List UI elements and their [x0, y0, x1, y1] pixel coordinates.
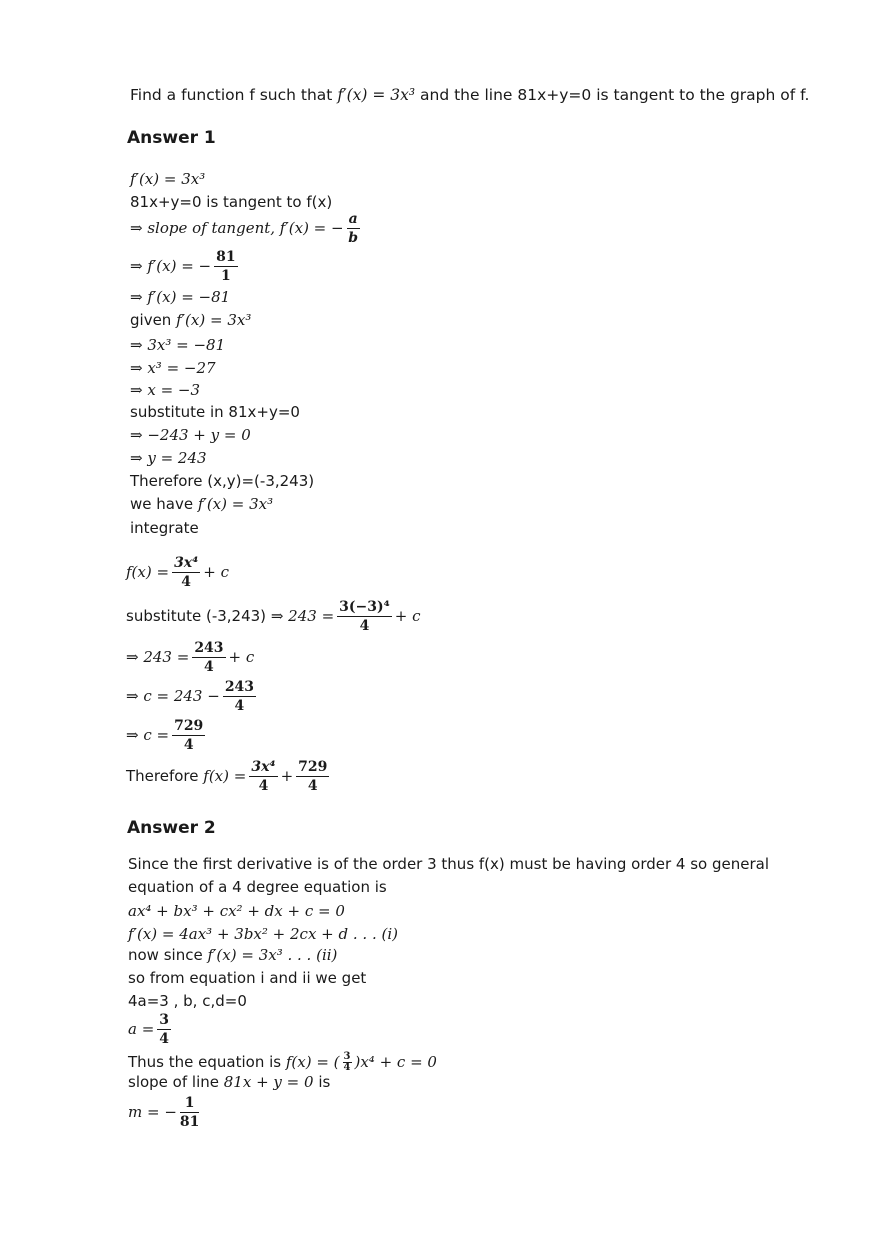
a1-line-19-fraction	[223, 680, 256, 713]
a2-line-11	[128, 1096, 202, 1129]
fraction-denominator: 4	[181, 574, 192, 590]
fraction-denominator: 4	[307, 778, 318, 794]
fraction-denominator: 4	[359, 618, 370, 634]
a1-line-16-rhs: + c	[203, 563, 230, 581]
fraction-denominator: 4	[234, 698, 245, 714]
a1-line-16-lhs: f(x) =	[126, 563, 170, 581]
a1-line-18-lhs: ⇒ 243 =	[126, 648, 190, 666]
a1-line-3	[130, 212, 363, 245]
a2-line-8-fraction	[157, 1013, 171, 1046]
a1-line-2: 81x+y=0 is tangent to f(x)	[130, 193, 333, 211]
a1-line-3-text: ⇒ slope of tangent, f′(x) = −	[130, 219, 344, 237]
a2-line-9-fraction	[343, 1052, 352, 1073]
answer2-heading: Answer 2	[127, 818, 216, 838]
a2-line-9-rhs: )x⁴ + c = 0	[354, 1053, 437, 1071]
a2-line-5-math: f′(x) = 3x³ . . . (ii)	[207, 946, 338, 964]
fraction-numerator: 1	[180, 1096, 199, 1113]
fraction-numerator: 729	[174, 718, 204, 734]
a1-line-18	[126, 641, 254, 674]
a1-line-18-rhs: + c	[228, 648, 255, 666]
a1-line-17-fraction	[337, 600, 392, 633]
a2-line-11-fraction	[180, 1096, 199, 1129]
question-suffix: and the line 81x+y=0 is tangent to the graph of f.	[420, 86, 810, 104]
a1-line-9: ⇒ x = −3	[130, 381, 201, 399]
a2-line-10-math: 81x + y = 0	[223, 1073, 314, 1091]
a1-line-17	[126, 600, 420, 633]
a2-line-6: so from equation i and ii we get	[128, 969, 367, 987]
a2-line-7: 4a=3 , b, c,d=0	[128, 992, 247, 1010]
a1-line-6-text: given	[130, 311, 172, 329]
a1-line-12: ⇒ y = 243	[130, 449, 207, 467]
a1-line-17-text: substitute (-3,243)	[126, 607, 267, 625]
fraction-denominator: 4	[159, 1031, 170, 1047]
a2-line-10	[128, 1075, 330, 1090]
fraction-numerator: 3	[343, 1051, 351, 1062]
fraction-denominator: 1	[221, 268, 231, 284]
a1-line-20-lhs: ⇒ c =	[126, 726, 170, 744]
a1-line-21	[126, 760, 332, 793]
fraction-numerator: 3	[159, 1012, 170, 1028]
a1-line-18-fraction	[192, 641, 225, 674]
a2-line-10-text: slope of line	[128, 1073, 219, 1091]
fraction-numerator: 3(−3)⁴	[339, 599, 390, 615]
a2-line-10-suffix: is	[318, 1073, 331, 1091]
a1-line-17-rhs: + c	[394, 607, 421, 625]
a1-line-8: ⇒ x³ = −27	[130, 359, 216, 377]
a2-line-5-text: now since	[128, 946, 203, 964]
fraction-numerator: 243	[194, 640, 224, 656]
a1-line-20-fraction	[172, 719, 205, 752]
a2-line-2: equation of a 4 degree equation is	[128, 878, 387, 896]
a2-line-9-lhs: f(x) = (	[285, 1053, 340, 1071]
a1-line-3-fraction	[347, 212, 360, 245]
a1-line-4-text: ⇒ f′(x) = −	[130, 257, 212, 275]
a1-line-21-text: Therefore	[126, 767, 199, 785]
question-prefix: Find a function f such that	[130, 86, 333, 104]
fraction-denominator: 4	[183, 737, 194, 753]
a2-line-11-lhs: m = −	[128, 1103, 177, 1121]
answer1-heading: Answer 1	[127, 128, 216, 148]
a1-line-14	[130, 497, 273, 512]
a2-line-1: Since the first derivative is of the order 3 thus f(x) must be having order 4 so general	[128, 855, 770, 873]
fraction-denominator: b	[348, 230, 359, 246]
a2-line-3: ax⁴ + bx³ + cx² + dx + c = 0	[128, 902, 345, 920]
a1-line-6	[130, 313, 251, 328]
a1-line-21-plus: +	[280, 767, 294, 785]
fraction-numerator: 243	[224, 679, 255, 695]
a1-line-20	[126, 719, 208, 752]
a2-line-9-text: Thus the equation is	[128, 1053, 282, 1071]
a1-line-19	[126, 680, 259, 713]
a1-line-21-lhs: f(x) =	[203, 767, 247, 785]
a2-line-8-lhs: a =	[128, 1020, 155, 1038]
a2-line-9	[128, 1052, 437, 1073]
fraction-denominator: 81	[179, 1114, 200, 1130]
a1-line-4	[130, 250, 241, 283]
fraction-numerator: 3x⁴	[174, 555, 199, 571]
a1-line-7: ⇒ 3x³ = −81	[130, 336, 226, 354]
a1-line-19-lhs: ⇒ c = 243 −	[126, 687, 220, 705]
a1-line-21-fraction-2	[296, 760, 329, 793]
a1-line-11: ⇒ −243 + y = 0	[130, 426, 251, 444]
fraction-denominator: 4	[204, 659, 214, 675]
fraction-numerator: 81	[216, 249, 236, 265]
a1-line-13: Therefore (x,y)=(-3,243)	[130, 472, 315, 490]
a1-line-16-fraction	[172, 556, 200, 589]
fraction-numerator: a	[348, 211, 358, 227]
a2-line-8	[128, 1013, 174, 1046]
a1-line-16	[126, 556, 229, 589]
a1-line-15: integrate	[130, 519, 199, 537]
fraction-numerator: 729	[298, 759, 328, 775]
a1-line-14-text: we have	[130, 495, 194, 513]
a1-line-6-math: f′(x) = 3x³	[176, 311, 252, 329]
a1-line-5: ⇒ f′(x) = −81	[130, 288, 231, 306]
a1-line-14-math: f′(x) = 3x³	[197, 495, 274, 513]
a2-line-5	[128, 948, 337, 963]
question-text	[130, 86, 809, 104]
question-math: f′(x) = 3x³	[337, 86, 416, 104]
a1-line-4-fraction	[214, 250, 237, 283]
a1-line-10: substitute in 81x+y=0	[130, 403, 300, 421]
fraction-denominator: 4	[258, 778, 269, 794]
a1-line-21-fraction-1	[249, 760, 277, 793]
a1-line-1: f′(x) = 3x³	[130, 170, 206, 188]
a1-line-17-lhs: ⇒ 243 =	[270, 607, 335, 625]
fraction-denominator: 4	[343, 1062, 351, 1073]
fraction-numerator: 3x⁴	[251, 759, 276, 775]
a2-line-4: f′(x) = 4ax³ + 3bx² + 2cx + d . . . (i)	[128, 925, 398, 943]
